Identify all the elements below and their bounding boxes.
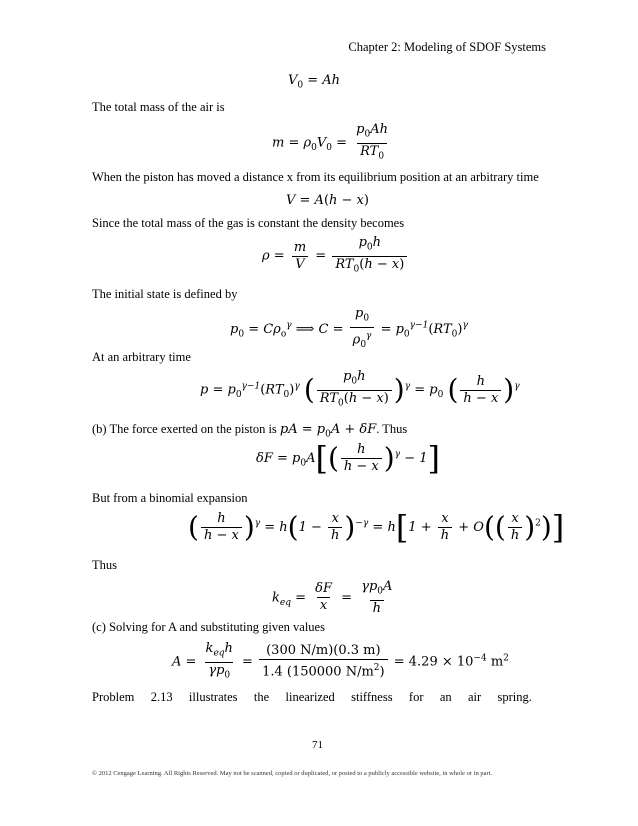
final-word: spring. xyxy=(497,690,532,704)
text-force-suffix: . Thus xyxy=(376,422,408,436)
equation-v0: $V_0 = Ah$ xyxy=(288,73,341,91)
equation-area: A = $\frac{k_{eq}h}{\gamma p_0}$ = $\frac{(300 N/m)(0.3 m)}{1.4 (150000 N/m^2)}$ = $4.29 \times 10^{-4}$ $m^2$ xyxy=(172,641,509,681)
final-word: illustrates xyxy=(188,690,238,704)
text-initial-state: The initial state is defined by xyxy=(92,287,238,301)
equation-mass: $m = \rho_0V_0$ = $\frac{p_0Ah}{RT_0}$ xyxy=(272,122,388,162)
final-word: 2.13 xyxy=(150,690,173,704)
text-total-mass: The total mass of the air is xyxy=(92,100,225,114)
final-word: an xyxy=(439,690,452,704)
text-solving: (c) Solving for A and substituting given values xyxy=(92,620,325,634)
value-result-unit: m xyxy=(486,654,504,670)
equation-density: ρ = $\frac{m}{V}$ = $\frac{p_0h}{RT_0(h - x)}$ xyxy=(262,236,409,276)
equation-pressure: $p = p_0^{\gamma-1}(RT_0)^\gamma$ ( $\frac{p_0h}{RT_0(h - x)}$ )$^\gamma = p_0$ ( $\frac{h}{h - x}$ )$^\gamma$ xyxy=(200,369,520,409)
equation-binomial: ( $\frac{h}{h - x}$ )$^\gamma$ = h(1 − $\frac{x}{h}$ )$^{-\gamma}$ = h[1 + $\frac{x}{h}$ + O(( $\frac{x}{h}$ )$^2$)] xyxy=(188,508,565,547)
value-result: = 4.29 × 10 xyxy=(393,654,474,670)
final-word: stiffness xyxy=(351,690,393,704)
text-final-line xyxy=(92,690,532,705)
final-word: linearized xyxy=(285,690,335,704)
equation-volume: V = A(h − x) xyxy=(286,193,369,208)
copyright-footer: © 2012 Cengage Learning. All Rights Reserved. May not be scanned, copied or duplicated, or posted to a publicly accessible website, in whole or in part. xyxy=(92,770,493,777)
text-force-prefix: (b) The force exerted on the piston is xyxy=(92,422,280,436)
text-density: Since the total mass of the gas is constant the density becomes xyxy=(92,216,405,230)
final-word: for xyxy=(408,690,424,704)
equation-initial-state: $p_0 = C\rho_o^\gamma$ ⟹ C = $\frac{p_0}{\rho_0^\gamma}$ = $p_0^{\gamma-1}(RT_0)^\gamma$ xyxy=(230,306,468,350)
value-numerator: (300 N/m)(0.3 m) xyxy=(266,643,381,659)
text-force: (b) The force exerted on the piston is pA = $p_0A + \delta F$. Thus xyxy=(92,422,408,440)
final-word: the xyxy=(253,690,270,704)
text-thus: Thus xyxy=(92,558,117,572)
value-denominator: 1.4 (150000 N/m xyxy=(262,664,374,680)
value-result-exponent: −4 xyxy=(473,653,487,664)
final-word: Problem xyxy=(92,690,135,704)
page-number: 71 xyxy=(312,739,323,751)
text-piston-moved: When the piston has moved a distance x from its equilibrium position at an arbitrary time xyxy=(92,170,539,184)
text-arbitrary-time: At an arbitrary time xyxy=(92,350,191,364)
equation-stiffness: $k_{eq}$ = $\frac{\delta F}{x}$ = $\frac{\gamma p_0A}{h}$ xyxy=(272,579,393,616)
equation-delta-force: $\delta F = p_0A$[( $\frac{h}{h - x}$ )$^\gamma$ − 1] xyxy=(256,439,440,478)
final-word: air xyxy=(467,690,482,704)
chapter-header: Chapter 2: Modeling of SDOF Systems xyxy=(348,40,546,54)
text-binomial: But from a binomial expansion xyxy=(92,491,248,505)
